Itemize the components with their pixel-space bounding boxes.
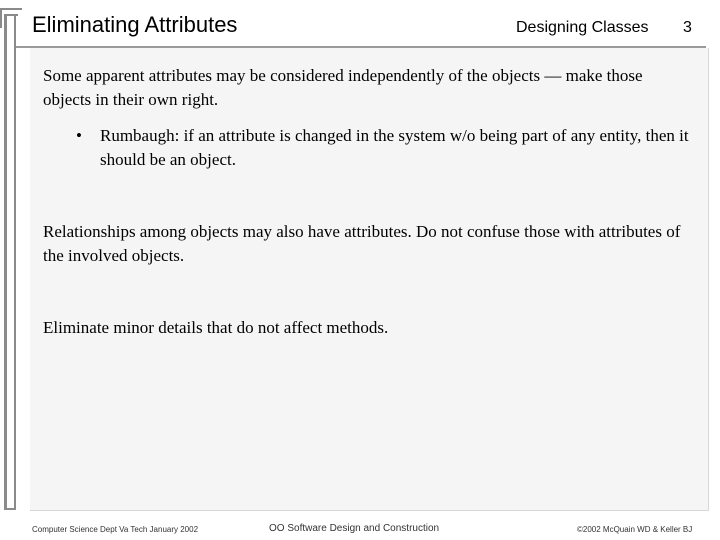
bullet-mark: • (76, 126, 82, 145)
paragraph-apparent-attributes: Some apparent attributes may be considered independently of the objects — make those objects in their own right. (43, 66, 643, 109)
footer-course: OO Software Design and Construction (269, 523, 440, 534)
frame-tick-top (0, 8, 22, 10)
footer-dept: Computer Science Dept Va Tech January 2002 (32, 525, 199, 534)
frame-corner-horizontal (4, 14, 18, 16)
content-panel (30, 48, 709, 511)
section-label: Designing Classes (516, 19, 649, 36)
paragraph-relationships: Relationships among objects may also have attributes. Do not confuse those with attributes of the involved objects. (43, 222, 681, 265)
frame-left-inner (14, 14, 16, 510)
frame-left-outer (4, 14, 7, 510)
frame-bottom-tick (4, 508, 16, 510)
bullet-item (76, 124, 696, 172)
slide-title: Eliminating Attributes (32, 12, 238, 37)
paragraph-minor-details: Eliminate minor details that do not affect methods. (43, 318, 389, 337)
page-number: 3 (683, 19, 692, 36)
bullet-text-rumbaugh: Rumbaugh: if an attribute is changed in the system w/o being part of any entity, then it should be an object. (100, 126, 689, 169)
footer-copyright: ©2002 McQuain WD & Keller BJ (577, 525, 693, 534)
frame-tick-left (0, 8, 2, 28)
